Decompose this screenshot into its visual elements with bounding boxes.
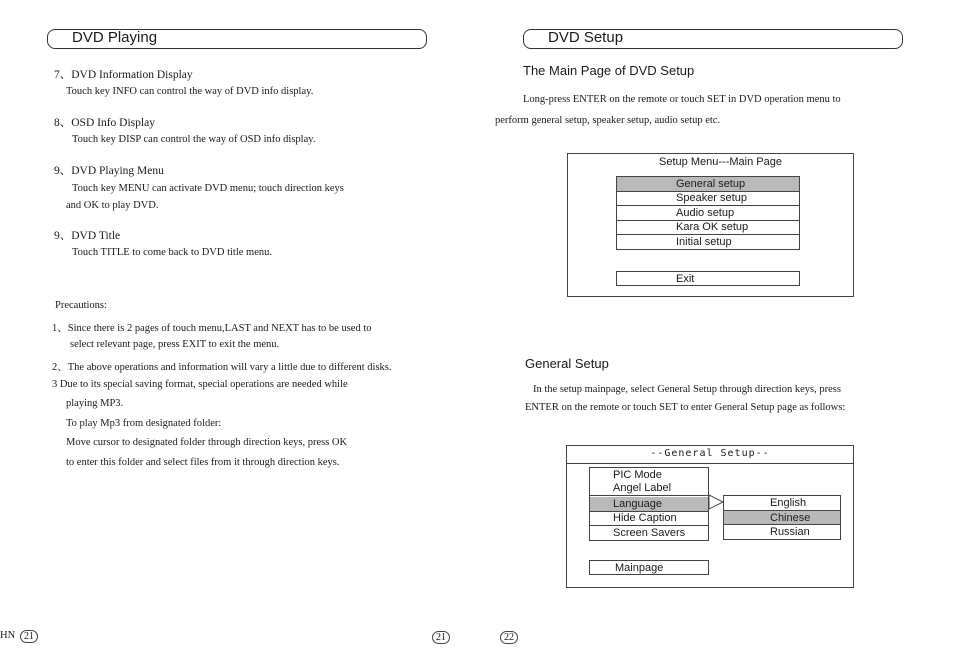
menu-item-audio-setup[interactable] [617, 206, 799, 221]
item-text: Touch key DISP can control the way of OSD info display. [72, 134, 316, 145]
item-title: 8、OSD Info Display [54, 117, 155, 129]
menu-item-language[interactable] [590, 497, 708, 512]
screen-title [567, 446, 853, 464]
menu-item-label: Audio setup [676, 207, 735, 219]
menu-item-label: Initial setup [676, 236, 732, 248]
precaution-line: 1、Since there is 2 pages of touch menu,LAST and NEXT has to be used to [52, 323, 372, 334]
menu-item-speaker-setup[interactable] [617, 191, 799, 206]
general-setup-list [589, 467, 709, 541]
exit-button[interactable] [616, 271, 800, 286]
menu-item-label: Kara OK setup [676, 221, 749, 233]
option-chinese[interactable] [724, 510, 840, 525]
menu-item-label: Language [613, 498, 662, 510]
mainpage-label: Mainpage [615, 562, 664, 574]
menu-item-initial-setup[interactable] [617, 235, 799, 250]
screen-title: Setup Menu---Main Page [659, 156, 782, 168]
right-page-title: DVD Setup [548, 29, 624, 46]
precaution-line: playing MP3. [66, 398, 124, 409]
menu-item-label: Speaker setup [676, 192, 747, 204]
option-label: English [770, 497, 807, 509]
precaution-line: to enter this folder and select files from it through direction keys. [66, 457, 340, 468]
general-setup-screen [566, 445, 854, 588]
item-title: 9、DVD Title [54, 230, 121, 242]
menu-item-label: Hide Caption [613, 512, 677, 524]
mainpage-button[interactable] [589, 560, 709, 575]
menu-item-angel-label[interactable] [590, 481, 708, 496]
menu-item-label: General setup [676, 178, 746, 190]
exit-label: Exit [676, 273, 695, 285]
menu-item-hide-caption[interactable] [590, 511, 708, 526]
section-text: perform general setup, speaker setup, audio setup etc. [495, 115, 721, 126]
section-text: In the setup mainpage, select General Setup through direction keys, press [533, 384, 841, 395]
setup-menu-list [616, 176, 800, 250]
left-page-title: DVD Playing [72, 29, 158, 46]
menu-item-karaok-setup[interactable] [617, 220, 799, 235]
option-label: Chinese [770, 512, 811, 524]
item-title: 9、DVD Playing Menu [54, 165, 164, 177]
precaution-line: To play Mp3 from designated folder: [66, 418, 222, 429]
left-page-header [47, 29, 427, 49]
item-text: Touch key MENU can activate DVD menu; touch direction keys [72, 183, 344, 194]
item-title: 7、DVD Information Display [54, 69, 193, 81]
footer-prefix: HN [0, 630, 16, 641]
general-setup-title: --General Setup-- [650, 448, 770, 459]
section-title-main-page: The Main Page of DVD Setup [523, 63, 695, 78]
menu-item-label: PIC Mode [613, 469, 662, 481]
precaution-line: 3 Due to its special saving format, special operations are needed while [52, 379, 348, 390]
precaution-line: select relevant page, press EXIT to exit the menu. [70, 339, 280, 350]
item-text: Touch key INFO can control the way of DVD info display. [66, 86, 314, 97]
precautions-title: Precautions: [55, 300, 107, 311]
section-title-general-setup: General Setup [525, 356, 609, 371]
menu-item-general-setup[interactable] [617, 177, 799, 192]
section-text: Long-press ENTER on the remote or touch SET in DVD operation menu to [523, 94, 841, 105]
menu-item-label: Angel Label [613, 482, 672, 494]
section-text: ENTER on the remote or touch SET to enter General Setup page as follows: [525, 402, 846, 413]
option-label: Russian [770, 526, 810, 538]
language-options-list [723, 495, 841, 540]
right-page-number: 22 [500, 631, 518, 644]
option-english[interactable] [724, 496, 840, 511]
menu-item-label: Screen Savers [613, 527, 686, 539]
left-page-number: 21 [20, 630, 38, 643]
right-page-header [523, 29, 903, 49]
menu-item-screen-savers[interactable] [590, 526, 708, 541]
center-page-number: 21 [432, 631, 450, 644]
item-text: Touch TITLE to come back to DVD title menu. [72, 247, 272, 258]
precaution-line: 2、The above operations and information will vary a little due to different disks. [52, 362, 392, 373]
item-text: and OK to play DVD. [66, 200, 159, 211]
precaution-line: Move cursor to designated folder through direction keys, press OK [66, 437, 348, 448]
setup-main-screen [567, 153, 854, 297]
option-russian[interactable] [724, 525, 840, 540]
